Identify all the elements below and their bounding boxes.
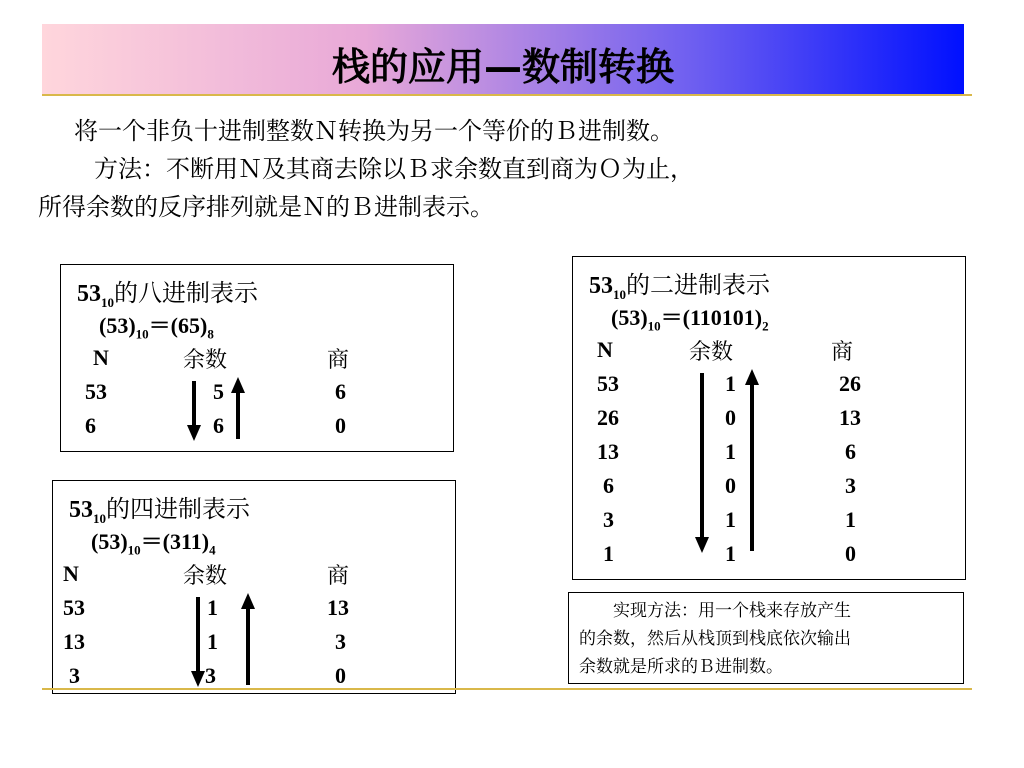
quaternary-col-quotient: 商 [327, 564, 350, 589]
down-arrow-icon [695, 373, 709, 553]
quaternary-row-r: 1 [207, 629, 218, 654]
title-banner [42, 24, 964, 94]
binary-row-r: 1 [725, 507, 736, 532]
binary-col-n: N [597, 337, 613, 362]
intro-text [38, 112, 978, 226]
quaternary-row-n: 3 [69, 663, 80, 688]
binary-row-q: 3 [845, 473, 856, 498]
quaternary-row-q: 13 [327, 595, 349, 620]
binary-row-n: 26 [597, 405, 619, 430]
binary-row-r: 1 [725, 439, 736, 464]
intro-line-2: 方法：不断用Ｎ及其商去除以Ｂ求余数直到商为Ｏ为止， [94, 155, 694, 183]
octal-col-n: N [93, 345, 109, 370]
quaternary-row-r: 3 [205, 663, 216, 688]
slide-title: 栈的应用—数制转换 [331, 45, 674, 89]
quaternary-row-r: 1 [207, 595, 218, 620]
quaternary-conversion-box [52, 480, 456, 694]
footer-divider [42, 688, 972, 690]
binary-row-q: 26 [839, 371, 861, 396]
implementation-note [568, 592, 964, 684]
quaternary-row-n: 53 [63, 595, 85, 620]
octal-row-r: 6 [213, 413, 224, 438]
binary-col-quotient: 商 [831, 340, 854, 365]
binary-row-r: 1 [725, 541, 736, 566]
note-line-3: 余数就是所求的Ｂ进制数。 [579, 657, 783, 677]
up-arrow-icon [231, 377, 245, 439]
octal-heading: $53_{10}$的八进制表示 [77, 279, 258, 310]
binary-row-q: 13 [839, 405, 861, 430]
binary-row-n: 3 [603, 507, 614, 532]
octal-col-quotient: 商 [327, 348, 350, 373]
quaternary-row-q: 0 [335, 663, 346, 688]
binary-col-remainder: 余数 [689, 340, 734, 365]
quaternary-row-q: 3 [335, 629, 346, 654]
title-divider [42, 94, 972, 96]
octal-col-remainder: 余数 [183, 348, 228, 373]
binary-heading: $53_{10}$的二进制表示 [589, 271, 770, 302]
octal-row-q: 6 [335, 379, 346, 404]
binary-row-q: 1 [845, 507, 856, 532]
binary-equation: $(53)_{10}=(110101)_2$ [611, 305, 769, 334]
binary-row-q: 0 [845, 541, 856, 566]
binary-row-r: 0 [725, 473, 736, 498]
octal-row-n: 53 [85, 379, 107, 404]
intro-line-1: 将一个非负十进制整数Ｎ转换为另一个等价的Ｂ进制数。 [74, 117, 674, 145]
note-line-2: 的余数，然后从栈顶到栈底依次输出 [579, 629, 851, 649]
octal-row-r: 5 [213, 379, 224, 404]
quaternary-heading: $53_{10}$的四进制表示 [69, 495, 250, 526]
binary-row-r: 0 [725, 405, 736, 430]
octal-conversion-box [60, 264, 454, 452]
intro-line-3: 所得余数的反序排列就是Ｎ的Ｂ进制表示。 [38, 193, 494, 221]
binary-conversion-box [572, 256, 966, 580]
binary-row-n: 13 [597, 439, 619, 464]
binary-row-n: 6 [603, 473, 614, 498]
note-line-1: 实现方法：用一个栈来存放产生 [613, 601, 851, 621]
binary-row-n: 1 [603, 541, 614, 566]
binary-row-n: 53 [597, 371, 619, 396]
quaternary-equation: $(53)_{10}=(311)_4$ [91, 529, 216, 558]
down-arrow-icon [191, 597, 205, 687]
octal-equation: $(53)_{10}=(65)_8$ [99, 313, 214, 342]
down-arrow-icon [187, 381, 201, 441]
quaternary-row-n: 13 [63, 629, 85, 654]
up-arrow-icon [241, 593, 255, 685]
binary-row-q: 6 [845, 439, 856, 464]
up-arrow-icon [745, 369, 759, 551]
quaternary-col-n: N [63, 561, 79, 586]
octal-row-n: 6 [85, 413, 96, 438]
octal-row-q: 0 [335, 413, 346, 438]
quaternary-col-remainder: 余数 [183, 564, 228, 589]
binary-row-r: 1 [725, 371, 736, 396]
